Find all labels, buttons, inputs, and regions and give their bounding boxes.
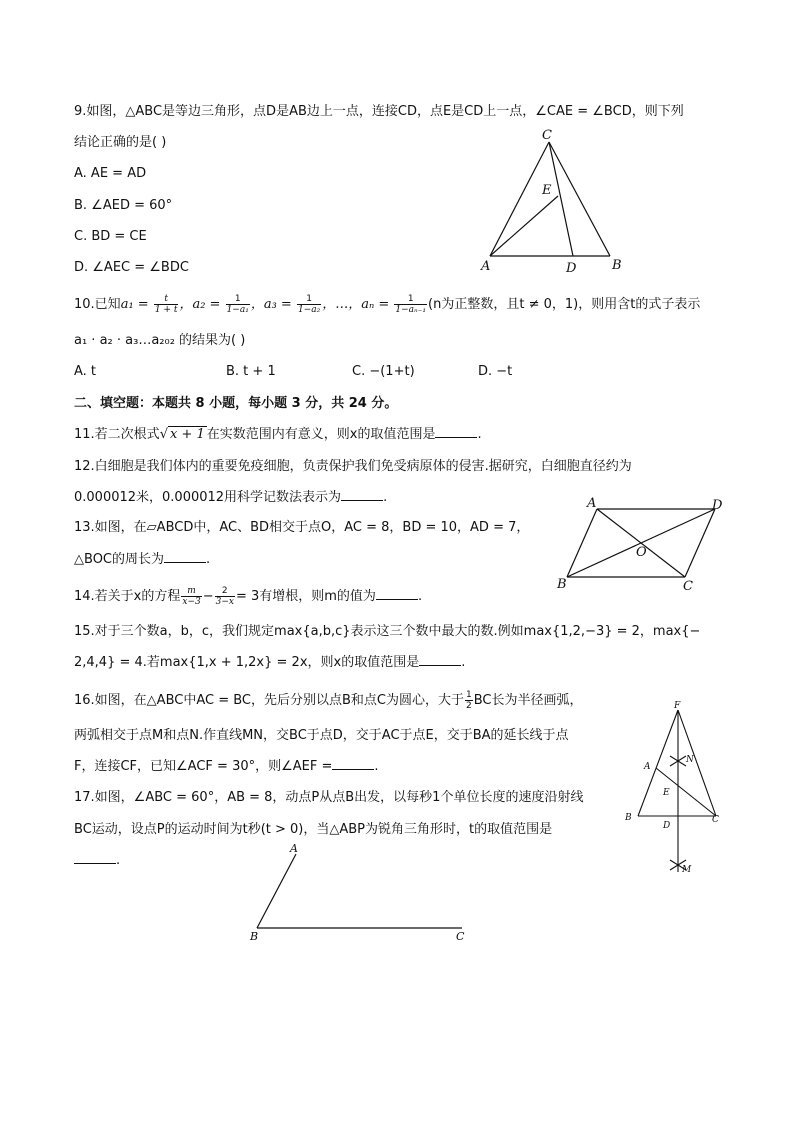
- q16-fraction-half: $\frac{1}{2}$: [466, 690, 472, 711]
- q10-suffix: (n为正整数，且t ≠ 0，1)，则用含t的式子表示: [428, 297, 701, 312]
- q16-label-d: D: [663, 821, 671, 831]
- q16-label-f: F: [674, 701, 681, 711]
- q9-label-e: E: [542, 183, 552, 198]
- q11-pre: 11.若二次根式: [74, 427, 160, 442]
- q14-answer-blank[interactable]: [376, 587, 418, 600]
- q16-label-a: A: [644, 762, 651, 772]
- q17-label-b: B: [250, 930, 259, 943]
- q11-post: 在实数范围内有意义，则x的取值范围是: [206, 427, 436, 442]
- q16-stem-line1: 16.如图，在△ABC中AC = BC，先后分别以点B和点C为圆心，大于 $\frac{1}{2}$ BC长为半径画弧，: [74, 690, 583, 711]
- q10-an: ，…，aₙ =: [322, 297, 390, 312]
- q9-option-c: C. BD = CE: [74, 229, 147, 244]
- q10-a1: a₁ =: [120, 297, 149, 312]
- q10-fraction-a1: $\frac{t}{1 + t}$: [154, 294, 178, 315]
- q17-answer-blank[interactable]: [74, 851, 116, 864]
- q10-stem-line2: a₁ · a₂ · a₃…a₂₀₂ 的结果为( ): [74, 333, 246, 348]
- q17-stem-line3: .: [74, 851, 120, 871]
- q14-stem: 14.若关于x的方程 $\frac{m}{x-3}$ − $\frac{2}{3-x}$ = 3有增根，则m的值为 .: [74, 586, 423, 607]
- q13-label-c: C: [683, 579, 693, 594]
- q14-fraction-1: $\frac{m}{x-3}$: [182, 586, 201, 607]
- q13-parallelogram-figure: [555, 495, 735, 595]
- q10-fraction-a2: $\frac{1}{\text{1−a₁}}$: [226, 294, 249, 315]
- q10-fraction-a3: $\frac{1}{\text{1−a₂}}$: [297, 294, 321, 315]
- q16-label-m: M: [682, 865, 692, 875]
- q13-side-ab: [567, 509, 597, 577]
- q12-stem-line1: 12.白细胞是我们体内的重要免疫细胞，负责保护我们免受病原体的侵害.据研究，白细胞直径约为: [74, 459, 632, 474]
- q9-stem-line2: 结论正确的是( ): [74, 135, 167, 150]
- q13-label-b: B: [557, 577, 567, 592]
- q13-diagonal-bd: [567, 509, 715, 577]
- q13-label-a: A: [587, 496, 597, 511]
- q9-segment-ae: [490, 196, 558, 256]
- q17-ray-ba: [257, 854, 296, 928]
- q9-triangle-figure: [470, 128, 640, 276]
- q9-side-bc: [549, 142, 610, 256]
- q17-label-a: A: [290, 842, 298, 855]
- q13-label-o: O: [636, 545, 647, 560]
- q10-option-a: A. t: [74, 364, 97, 379]
- q12-stem-line2: 0.000012米，0.000012用科学记数法表示为 .: [74, 490, 388, 505]
- q16-stem-line3: F，连接CF，已知∠ACF = 30°，则∠AEF = .: [74, 759, 379, 774]
- q10-a3: ，a₃ =: [250, 297, 292, 312]
- q16-construction-figure: [620, 700, 730, 880]
- q9-label-c: C: [542, 128, 552, 143]
- q10-option-d: D. −t: [478, 364, 513, 379]
- q10-stem-line1: [74, 294, 700, 315]
- q9-option-d: D. ∠AEC = ∠BDC: [74, 260, 189, 275]
- q10-a2: ，a₂ =: [179, 297, 221, 312]
- q17-stem-line2: BC运动，设点P的运动时间为t秒(t > 0)，当△ABP为锐角三角形时，t的取值范围是: [74, 822, 553, 837]
- q11-sqrt: √ x + 1: [159, 427, 205, 442]
- q15-stem-line1: 15.对于三个数a，b，c，我们规定max{a,b,c}表示这三个数中最大的数.例如max{1,2,−3} = 2，max{−: [74, 624, 701, 639]
- q17-stem-line1: 17.如图，∠ABC = 60°，AB = 8，动点P从点B出发，以每秒1个单位长度的速度沿射线: [74, 790, 584, 805]
- q16-label-n: N: [686, 755, 694, 765]
- q9-stem-line1: 9.如图，△ABC是等边三角形，点D是AB边上一点，连接CD，点E是CD上一点，∠CAE = ∠BCD，则下列: [74, 104, 684, 119]
- q15-stem-line2: 2,4,4} = 4.若max{1,x + 1,2x} = 2x，则x的取值范围是 .: [74, 655, 466, 670]
- q16-label-b: B: [625, 813, 632, 823]
- q13-stem-line2: △BOC的周长为 .: [74, 552, 211, 567]
- q17-angle-figure: [240, 838, 480, 948]
- q16-stem-line2: 两弧相交于点M和点N.作直线MN，交BC于点D，交于AC于点E，交于BA的延长线于点: [74, 728, 569, 743]
- q10-option-c: C. −(1+t): [352, 364, 415, 379]
- q10-option-b: B. t + 1: [226, 364, 276, 379]
- q16-answer-blank[interactable]: [332, 757, 374, 770]
- q12-answer-blank[interactable]: [341, 488, 383, 501]
- q9-label-d: D: [566, 261, 577, 276]
- q9-side-ac: [490, 142, 549, 256]
- section-fill-in-blank-header: 二、填空题：本题共 8 小题，每小题 3 分，共 24 分。: [74, 396, 398, 411]
- q13-stem-line1: 13.如图，在▱ABCD中，AC、BD相交于点O，AC = 8，BD = 10，AD = 7，: [74, 520, 530, 535]
- q11-answer-blank[interactable]: [435, 425, 477, 438]
- q16-label-c: C: [712, 815, 719, 825]
- q11-stem: 11.若二次根式√ x + 1 在实数范围内有意义，则x的取值范围是 .: [74, 427, 482, 442]
- q9-segment-cd: [549, 142, 573, 256]
- q15-answer-blank[interactable]: [419, 653, 461, 666]
- q10-fraction-an: $\frac{1}{\text{1−aₙ₋₁}}$: [395, 294, 427, 315]
- q9-option-a: A. AE = AD: [74, 166, 147, 181]
- q13-answer-blank[interactable]: [164, 550, 206, 563]
- q9-label-b: B: [612, 258, 622, 273]
- q10-prefix: 10.已知: [74, 297, 121, 312]
- q17-label-c: C: [456, 930, 465, 943]
- q16-label-e: E: [663, 788, 670, 798]
- q13-side-dc: [685, 509, 715, 577]
- q14-fraction-2: $\frac{2}{3-x}$: [215, 586, 234, 607]
- q9-label-a: A: [481, 259, 491, 274]
- q9-option-b: B. ∠AED = 60°: [74, 198, 173, 213]
- q13-label-d: D: [712, 498, 723, 513]
